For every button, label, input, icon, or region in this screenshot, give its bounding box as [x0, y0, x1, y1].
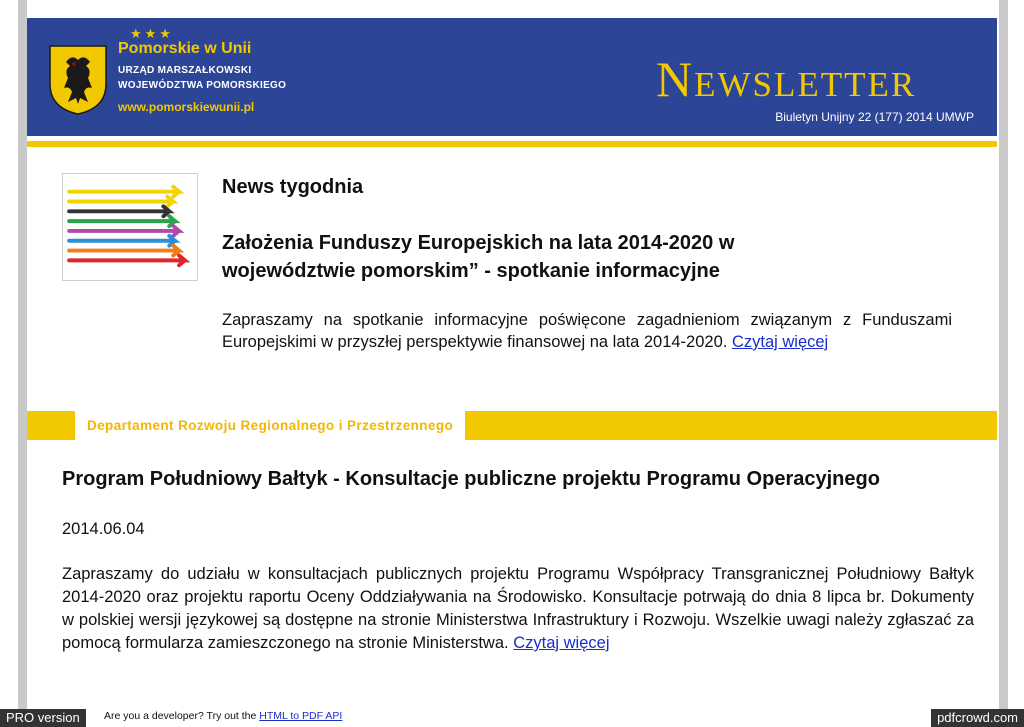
- html-to-pdf-api-link[interactable]: HTML to PDF API: [259, 710, 343, 722]
- news-heading: News tygodnia: [222, 176, 364, 198]
- news-body: [222, 309, 952, 353]
- developer-promo-text: Are you a developer? Try out the: [104, 710, 257, 722]
- pro-version-badge[interactable]: PRO version: [0, 709, 86, 727]
- article-title: Program Południowy Bałtyk - Konsultacje publiczne projektu Programu Operacyjnego: [62, 468, 880, 490]
- eu-stars: ★★★: [130, 26, 174, 41]
- office-name-line2: WOJEWÓDZTWA POMORSKIEGO: [118, 80, 287, 91]
- colored-arrows-thumbnail-icon: [62, 173, 198, 281]
- department-label: Departament Rozwoju Regionalnego i Przestrzennego: [75, 411, 465, 440]
- news-body-text: Zapraszamy na spotkanie informacyjne poświęcone zagadnieniom związanym z Funduszami Europejskimi w przyszłej perspektywie finansowej na lata 2014-2020.: [222, 311, 952, 351]
- developer-promo: [104, 710, 342, 722]
- article-body-text: Zapraszamy do udziału w konsultacjach publicznych projektu Programu Współpracy Transgranicznej Południowy Bałtyk 2014-2020 oraz projektu raportu Oceny Oddziaływania na Środowisko. Konsultacje potrwają do dnia 8 lipca br. Dokumenty w polskiej wersji językowej są dostępne na stronie Ministerstwa Infrastruktury i Rozwoju. Wszelkie uwagi należy zgłaszać za pomocą formularza zamieszczonego na stronie Ministerstwa.: [62, 565, 974, 652]
- header-divider: [27, 141, 997, 147]
- griffin-coat-of-arms-icon: [48, 44, 108, 116]
- office-name-line1: URZĄD MARSZAŁKOWSKI: [118, 65, 252, 76]
- news-title: Założenia Funduszy Europejskich na lata 2014-2020 w województwie pomorskim” - spotkanie informacyjne: [222, 232, 735, 282]
- article-body: [62, 563, 974, 655]
- news-read-more-link[interactable]: Czytaj więcej: [731, 333, 829, 351]
- bulletin-issue: Biuletyn Unijny 22 (177) 2014 UMWP: [775, 110, 974, 124]
- brand-title: Pomorskie w Unii: [118, 40, 252, 57]
- article-read-more-link[interactable]: Czytaj więcej: [513, 634, 610, 652]
- newsletter-title: Newsletter: [656, 51, 917, 107]
- brand-url[interactable]: www.pomorskiewunii.pl: [118, 100, 255, 114]
- article-date: 2014.06.04: [62, 520, 145, 538]
- pdfcrowd-brand[interactable]: pdfcrowd.com: [931, 709, 1024, 727]
